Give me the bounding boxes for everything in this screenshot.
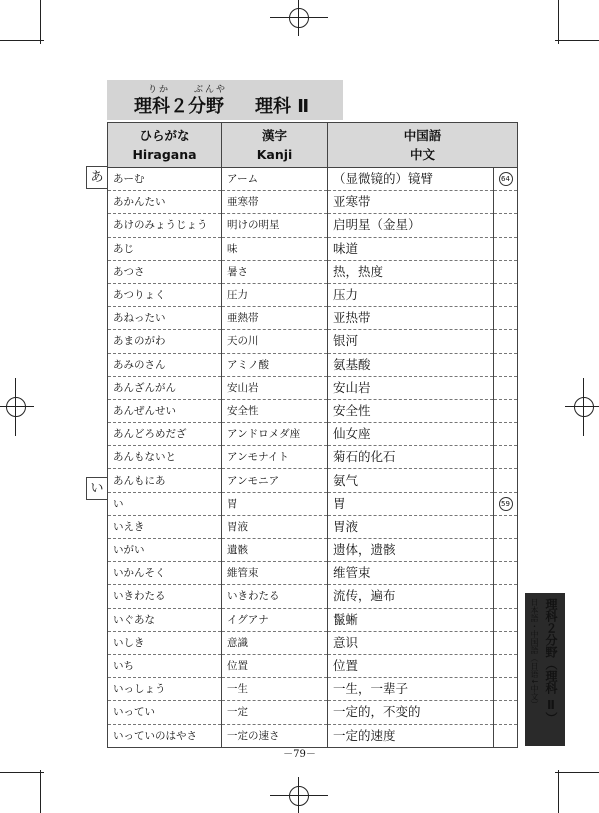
cell-hiragana: あけのみょうじょう	[108, 214, 222, 237]
cell-kanji: 胃	[222, 492, 328, 515]
cell-page-mark	[494, 654, 518, 677]
cell-chinese: 安山岩	[328, 376, 494, 399]
registration-mark	[289, 786, 309, 806]
table-row	[108, 701, 518, 724]
cell-chinese: 亚寒带	[328, 191, 494, 214]
cell-hiragana: あんぜんせい	[108, 399, 222, 422]
cell-chinese: 鬣蜥	[328, 608, 494, 631]
cell-page-mark	[494, 631, 518, 654]
cell-kanji: 胃液	[222, 515, 328, 538]
cell-hiragana: あんもにあ	[108, 469, 222, 492]
cell-chinese: 氨气	[328, 469, 494, 492]
cell-chinese: 菊石的化石	[328, 446, 494, 469]
cell-hiragana: あつりょく	[108, 283, 222, 306]
side-tab-languages: 日本語・中国語（日语↓中文）	[530, 598, 539, 709]
registration-mark	[583, 378, 584, 436]
section-letter-a: あ	[86, 166, 108, 189]
crop-mark	[0, 40, 44, 41]
section-page-badge: 59	[499, 497, 513, 511]
cell-kanji: 遺骸	[222, 539, 328, 562]
table-row	[108, 608, 518, 631]
cell-page-mark	[494, 701, 518, 724]
cell-hiragana: いえき	[108, 515, 222, 538]
cell-chinese: 一生，一辈子	[328, 678, 494, 701]
table-row	[108, 446, 518, 469]
table-row	[108, 376, 518, 399]
table-row	[108, 353, 518, 376]
cell-page-mark	[494, 492, 518, 515]
table-row	[108, 492, 518, 515]
cell-page-mark	[494, 446, 518, 469]
registration-mark	[298, 0, 299, 36]
registration-mark	[15, 378, 16, 436]
table-row	[108, 654, 518, 677]
cell-chinese: 一定的，不变的	[328, 701, 494, 724]
registration-mark	[6, 397, 26, 417]
cell-hiragana: いきわたる	[108, 585, 222, 608]
cell-kanji: 意識	[222, 631, 328, 654]
cell-page-mark	[494, 191, 518, 214]
cell-page-mark	[494, 585, 518, 608]
cell-hiragana: いしき	[108, 631, 222, 654]
cell-kanji: 亜寒帯	[222, 191, 328, 214]
table-row	[108, 214, 518, 237]
registration-mark	[0, 406, 34, 407]
header-kanji: 漢字 Kanji	[222, 123, 328, 168]
cell-hiragana: いかんそく	[108, 562, 222, 585]
cell-chinese: 仙女座	[328, 423, 494, 446]
cell-page-mark	[494, 469, 518, 492]
cell-chinese: 热，热度	[328, 260, 494, 283]
cell-page-mark	[494, 376, 518, 399]
cell-kanji: 位置	[222, 654, 328, 677]
crop-mark	[558, 770, 559, 813]
cell-kanji: アミノ酸	[222, 353, 328, 376]
header-chinese: 中国語 中文	[328, 123, 518, 168]
cell-page-mark	[494, 724, 518, 747]
cell-kanji: 味	[222, 237, 328, 260]
cell-kanji: 一生	[222, 678, 328, 701]
cell-kanji: 一定の速さ	[222, 724, 328, 747]
page-number: －79－	[283, 749, 316, 760]
cell-page-mark	[494, 423, 518, 446]
cell-chinese: 银河	[328, 330, 494, 353]
cell-page-mark	[494, 539, 518, 562]
table-row	[108, 191, 518, 214]
cell-hiragana: あんもないと	[108, 446, 222, 469]
cell-page-mark	[494, 283, 518, 306]
cell-kanji: アンドロメダ座	[222, 423, 328, 446]
cell-kanji: アンモニア	[222, 469, 328, 492]
cell-chinese: 维管束	[328, 562, 494, 585]
cell-chinese: 意识	[328, 631, 494, 654]
registration-mark	[289, 8, 309, 28]
cell-kanji: 明けの明星	[222, 214, 328, 237]
table-row	[108, 469, 518, 492]
registration-mark	[270, 17, 328, 18]
crop-mark	[558, 0, 559, 44]
cell-page-mark	[494, 260, 518, 283]
cell-chinese: 流传，遍布	[328, 585, 494, 608]
table-row	[108, 283, 518, 306]
cell-kanji: いきわたる	[222, 585, 328, 608]
cell-kanji: 暑さ	[222, 260, 328, 283]
cell-page-mark	[494, 353, 518, 376]
cell-kanji: 安全性	[222, 399, 328, 422]
vocabulary-table	[107, 122, 518, 748]
registration-mark	[270, 795, 328, 796]
cell-chinese: （显微镜的）镜臂	[328, 168, 494, 191]
cell-chinese: 安全性	[328, 399, 494, 422]
table-row	[108, 168, 518, 191]
cell-page-mark	[494, 562, 518, 585]
cell-hiragana: いっしょう	[108, 678, 222, 701]
cell-page-mark	[494, 214, 518, 237]
cell-page-mark	[494, 608, 518, 631]
table-row	[108, 260, 518, 283]
cell-chinese: 味道	[328, 237, 494, 260]
table-row	[108, 539, 518, 562]
cell-hiragana: あねったい	[108, 307, 222, 330]
cell-hiragana: あんどろめだざ	[108, 423, 222, 446]
section-letter-i: い	[86, 477, 108, 500]
cell-hiragana: い	[108, 492, 222, 515]
table-row	[108, 562, 518, 585]
cell-page-mark	[494, 307, 518, 330]
cell-hiragana: あつさ	[108, 260, 222, 283]
table-row	[108, 585, 518, 608]
cell-chinese: 亚热带	[328, 307, 494, 330]
registration-mark	[298, 777, 299, 813]
cell-kanji: 天の川	[222, 330, 328, 353]
table-row	[108, 237, 518, 260]
cell-hiragana: あーむ	[108, 168, 222, 191]
cell-kanji: 一定	[222, 701, 328, 724]
table-row	[108, 631, 518, 654]
page-subtitle: 理科 Ⅱ	[255, 96, 310, 117]
cell-hiragana: あんざんがん	[108, 376, 222, 399]
registration-mark	[565, 406, 599, 407]
cell-hiragana: いっていのはやさ	[108, 724, 222, 747]
cell-page-mark	[494, 330, 518, 353]
table-row	[108, 515, 518, 538]
page-title: 理科２分野	[134, 96, 224, 117]
cell-hiragana: いち	[108, 654, 222, 677]
side-tab-chapter: 理科２分野（理科 Ⅱ）	[544, 598, 558, 725]
cell-page-mark	[494, 515, 518, 538]
table-row	[108, 423, 518, 446]
cell-hiragana: あまのがわ	[108, 330, 222, 353]
cell-chinese: 一定的速度	[328, 724, 494, 747]
cell-hiragana: いぐあな	[108, 608, 222, 631]
cell-chinese: 位置	[328, 654, 494, 677]
cell-chinese: 遗体，遗骸	[328, 539, 494, 562]
cell-page-mark	[494, 168, 518, 191]
cell-kanji: 圧力	[222, 283, 328, 306]
title-furigana: りか	[148, 85, 171, 95]
cell-page-mark	[494, 678, 518, 701]
table-row	[108, 330, 518, 353]
cell-chinese: 胃	[328, 492, 494, 515]
cell-chinese: 启明星（金星）	[328, 214, 494, 237]
section-page-badge: 64	[499, 172, 513, 186]
header-hiragana: ひらがな Hiragana	[108, 123, 222, 168]
cell-kanji: アーム	[222, 168, 328, 191]
cell-page-mark	[494, 399, 518, 422]
cell-hiragana: あかんたい	[108, 191, 222, 214]
cell-hiragana: あみのさん	[108, 353, 222, 376]
cell-chinese: 氨基酸	[328, 353, 494, 376]
cell-chinese: 压力	[328, 283, 494, 306]
cell-hiragana: いがい	[108, 539, 222, 562]
cell-page-mark	[494, 237, 518, 260]
cell-chinese: 胃液	[328, 515, 494, 538]
cell-kanji: イグアナ	[222, 608, 328, 631]
cell-kanji: 維管束	[222, 562, 328, 585]
crop-mark	[40, 770, 41, 813]
registration-mark	[574, 397, 594, 417]
crop-mark	[0, 772, 44, 773]
cell-kanji: 亜熱帯	[222, 307, 328, 330]
cell-hiragana: いってい	[108, 701, 222, 724]
table-row	[108, 678, 518, 701]
crop-mark	[40, 0, 41, 44]
title-furigana: ぶんや	[194, 85, 228, 95]
crop-mark	[555, 772, 599, 773]
cell-kanji: アンモナイト	[222, 446, 328, 469]
crop-mark	[555, 40, 599, 41]
cell-hiragana: あじ	[108, 237, 222, 260]
table-row	[108, 724, 518, 747]
table-row	[108, 399, 518, 422]
cell-kanji: 安山岩	[222, 376, 328, 399]
table-row	[108, 307, 518, 330]
